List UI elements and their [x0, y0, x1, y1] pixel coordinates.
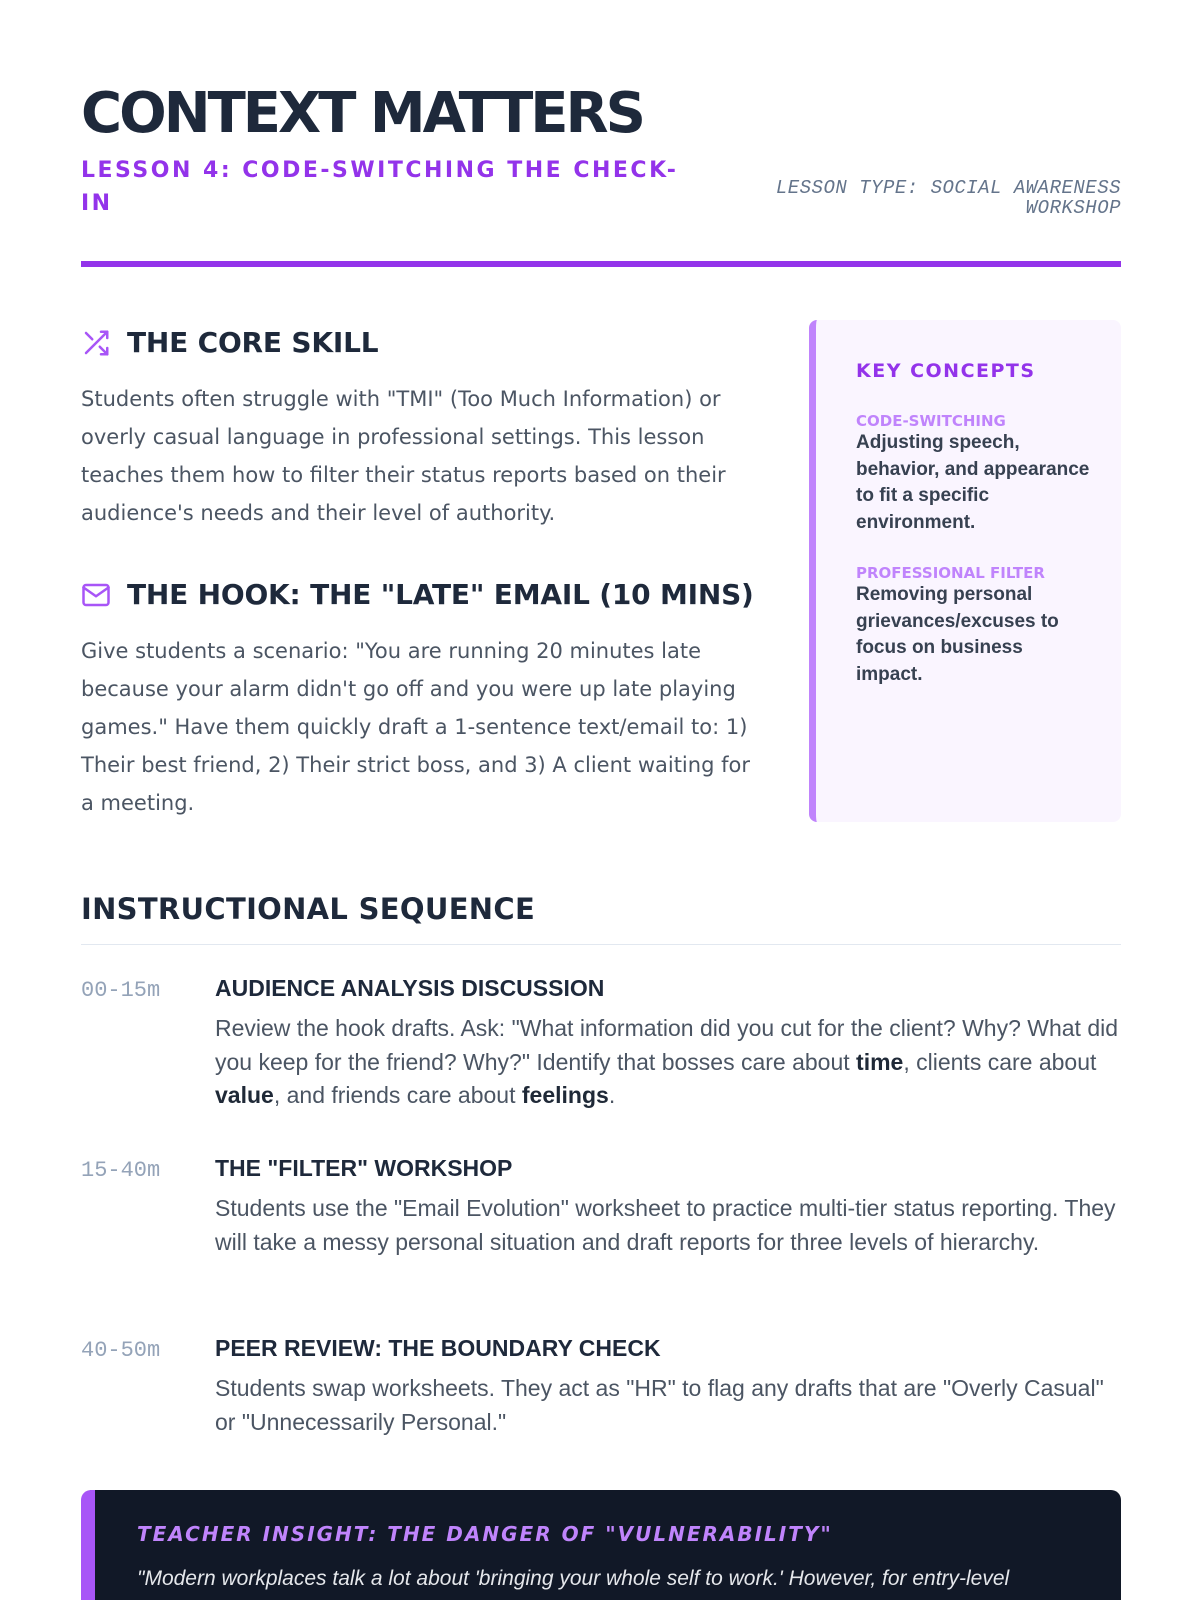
lesson-subtitle: LESSON 4: CODE-SWITCHING THE CHECK-IN [81, 158, 679, 216]
concept-definition: Adjusting speech, behavior, and appearance to fit a specific environment. [856, 432, 1090, 533]
step-desc-text: Review the hook drafts. Ask: "What information did you cut for the client? Why? What did you keep for the friend? Why?" Identify that bosses care about [215, 1015, 1119, 1075]
key-concepts-title: KEY CONCEPTS [856, 360, 1036, 382]
lesson-page [81, 0, 1121, 1590]
step-description: Students swap worksheets. They act as "HR" to flag any drafts that are "Overly Casual" or "Unnecessarily Personal." [215, 1375, 1104, 1435]
concept-term: CODE-SWITCHING [856, 412, 1006, 430]
step-description: Students use the "Email Evolution" worksheet to practice multi-tier status reporting. They will take a messy personal situation and draft reports for three levels of hierarchy. [215, 1195, 1116, 1255]
key-concepts-panel [809, 320, 1121, 822]
concept-term: PROFESSIONAL FILTER [856, 564, 1045, 582]
step-time: 40-50m [81, 1338, 161, 1363]
step-body [215, 974, 1121, 1113]
emphasis-value: value [215, 1082, 274, 1108]
hook-title: THE HOOK: THE "LATE" EMAIL (10 MINS) [127, 578, 754, 611]
concept-definition: Removing personal grievances/excuses to focus on business impact. [856, 584, 1059, 685]
step-time: 15-40m [81, 1158, 161, 1183]
step-desc-text: , clients care about [903, 1048, 1097, 1075]
core-skill-text: Students often struggle with "TMI" (Too Much Information) or overly casual language in professional settings. This lesson teaches them how to filter their status reports based on their audience's needs and their level of authority. [81, 387, 726, 525]
sequence-title: INSTRUCTIONAL SEQUENCE [81, 892, 536, 926]
step-desc-text: . [608, 1082, 616, 1108]
insight-title: TEACHER INSIGHT: THE DANGER OF "VULNERABILITY" [137, 1522, 833, 1546]
sequence-divider [81, 944, 1121, 945]
step-body [215, 1154, 1121, 1259]
step-body [215, 1334, 1121, 1439]
insight-quote: "Modern workplaces talk a lot about 'bringing your whole self to work.' However, for entry-level [137, 1567, 1010, 1590]
page-title: CONTEXT MATTERS [81, 81, 644, 146]
lesson-type-label: LESSON TYPE: SOCIAL AWARENESS WORKSHOP [775, 177, 1121, 219]
step-desc-text: , and friends care about [273, 1082, 522, 1108]
concept-item [856, 412, 1091, 536]
lesson-header [81, 0, 1121, 268]
shuffle-icon [81, 327, 113, 359]
step-title: THE "FILTER" WORKSHOP [215, 1155, 513, 1181]
header-divider [81, 261, 1121, 267]
hook-text: Give students a scenario: "You are running 20 minutes late because your alarm didn't go off and you were up late playing games." Have them quickly draft a 1-sentence text/email to: 1) Their best friend, 2) Their strict boss, and 3) A client waiting for a meeting. [81, 639, 750, 815]
hook-heading [81, 578, 754, 611]
teacher-insight-callout [81, 1490, 1121, 1600]
emphasis-time: time [856, 1048, 904, 1075]
core-skill-heading [81, 326, 378, 359]
core-skill-title: THE CORE SKILL [127, 326, 379, 359]
step-title: AUDIENCE ANALYSIS DISCUSSION [215, 975, 605, 1001]
step-description [215, 1012, 1121, 1113]
emphasis-feelings: feelings [521, 1082, 609, 1108]
concept-item [856, 564, 1091, 688]
step-title: PEER REVIEW: THE BOUNDARY CHECK [215, 1335, 661, 1361]
mail-icon [81, 579, 113, 611]
step-time: 00-15m [81, 978, 161, 1003]
